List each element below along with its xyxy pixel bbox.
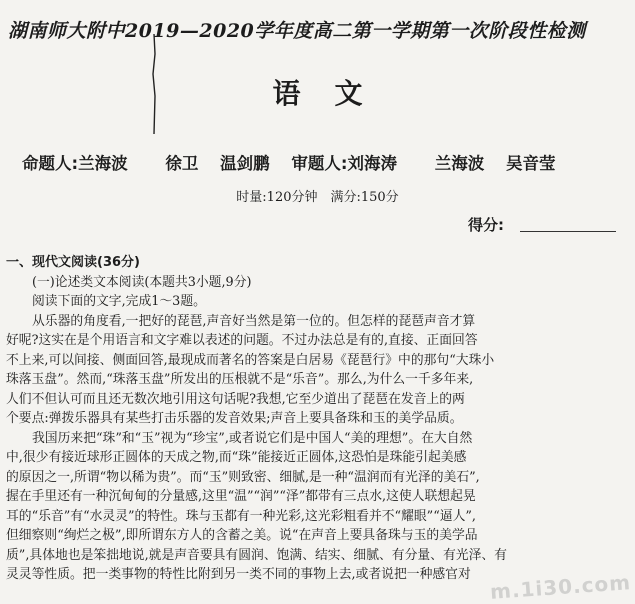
- passage-line: 人们不但认可而且还无数次地引用这句话呢?我想,它至少道出了琵琶在发音上的两: [6, 391, 465, 407]
- time-info: 时量:120分钟 满分:150分: [236, 190, 399, 205]
- passage-line: 握在手里还有一种沉甸甸的分量感,这里“温”“润”“泽”都带有三点水,这使人联想起晃: [6, 489, 476, 504]
- reviewers-group: [291, 154, 413, 173]
- reading-passage: [6, 253, 630, 585]
- passage-line: 珠落玉盘”。然而,“珠落玉盘”所发出的压根就不是“乐音”。那么,为什么一千多年来,: [6, 372, 474, 387]
- reviewer-name: 兰海波: [434, 154, 485, 173]
- passage-line: 我国历来把“珠”和“玉”视为“珍宝”,或者说它们是中国人“美的理想”。在大自然: [32, 430, 473, 446]
- passage-line: 从乐器的角度看,一把好的琵琶,声音好当然是第一位的。但怎样的琵琶声音才算: [32, 313, 476, 329]
- setters-group: [22, 154, 144, 173]
- setter-name: 温剑鹏: [220, 154, 270, 173]
- section-heading: 一、现代文阅读(36分): [6, 255, 140, 270]
- passage-line: 但细察则“绚烂之极”,即所谓东方人的含蓄之美。说“在声音上要具备珠与玉的美学品: [6, 528, 478, 543]
- passage-line: 不上来,可以间接、侧面回答,最现成而著名的答案是白居易《琵琶行》中的那句“大珠小: [6, 352, 495, 368]
- score-blank: [520, 231, 616, 232]
- watermark: m.1i30.com: [489, 570, 632, 604]
- score-label: 得分:: [468, 216, 504, 234]
- passage-line: 个要点:弹拨乐器具有某些打击乐器的发音效果;声音上要具备珠和玉的美学品质。: [6, 411, 463, 426]
- subsection-heading: (一)论述类文本阅读(本题共3小题,9分): [32, 274, 252, 290]
- setter-name: 兰海波: [78, 154, 128, 173]
- reviewer-name: 吴音莹: [505, 154, 556, 173]
- setter-name: 徐卫: [165, 154, 199, 173]
- passage-line: 的原因之一,所谓“物以稀为贵”。而“玉”则致密、细腻,是一种“温润而有光泽的美石”,: [6, 469, 480, 485]
- authors-line: [22, 150, 632, 174]
- passage-line: 耳的“乐音”有“水灵灵”的特性。珠与玉都有一种光彩,这光彩粗看并不“耀眼”“逼人”,: [6, 508, 476, 524]
- instruction-text: 阅读下面的文字,完成1～3题。: [32, 294, 206, 309]
- setters-label: 命题人:: [22, 154, 79, 173]
- score-field: [468, 214, 618, 234]
- passage-line: 质”,具体地也是笨拙地说,就是声音要具有圆润、饱满、结实、细腻、有分量、有光泽、有: [6, 547, 507, 563]
- passage-line: 中,很少有接近球形正圆体的天成之物,而“珠”能接近正圆体,这恐怕是珠能引起美感: [6, 450, 467, 465]
- passage-line: 灵灵等性质。把一类事物的特性比附到另一类不同的事物上去,或者说把一种感官对: [6, 567, 471, 582]
- reviewers-label: 审题人:: [291, 154, 348, 173]
- passage-line: 好呢?这实在是个用语言和文字难以表述的问题。不过办法总是有的,直接、正面回答: [6, 333, 478, 348]
- reviewer-name: 刘海涛: [347, 154, 397, 173]
- exam-title: 湖南师大附中2019—2020学年度高二第一学期第一次阶段性检测: [8, 20, 586, 42]
- subject-title: 语文: [272, 77, 397, 110]
